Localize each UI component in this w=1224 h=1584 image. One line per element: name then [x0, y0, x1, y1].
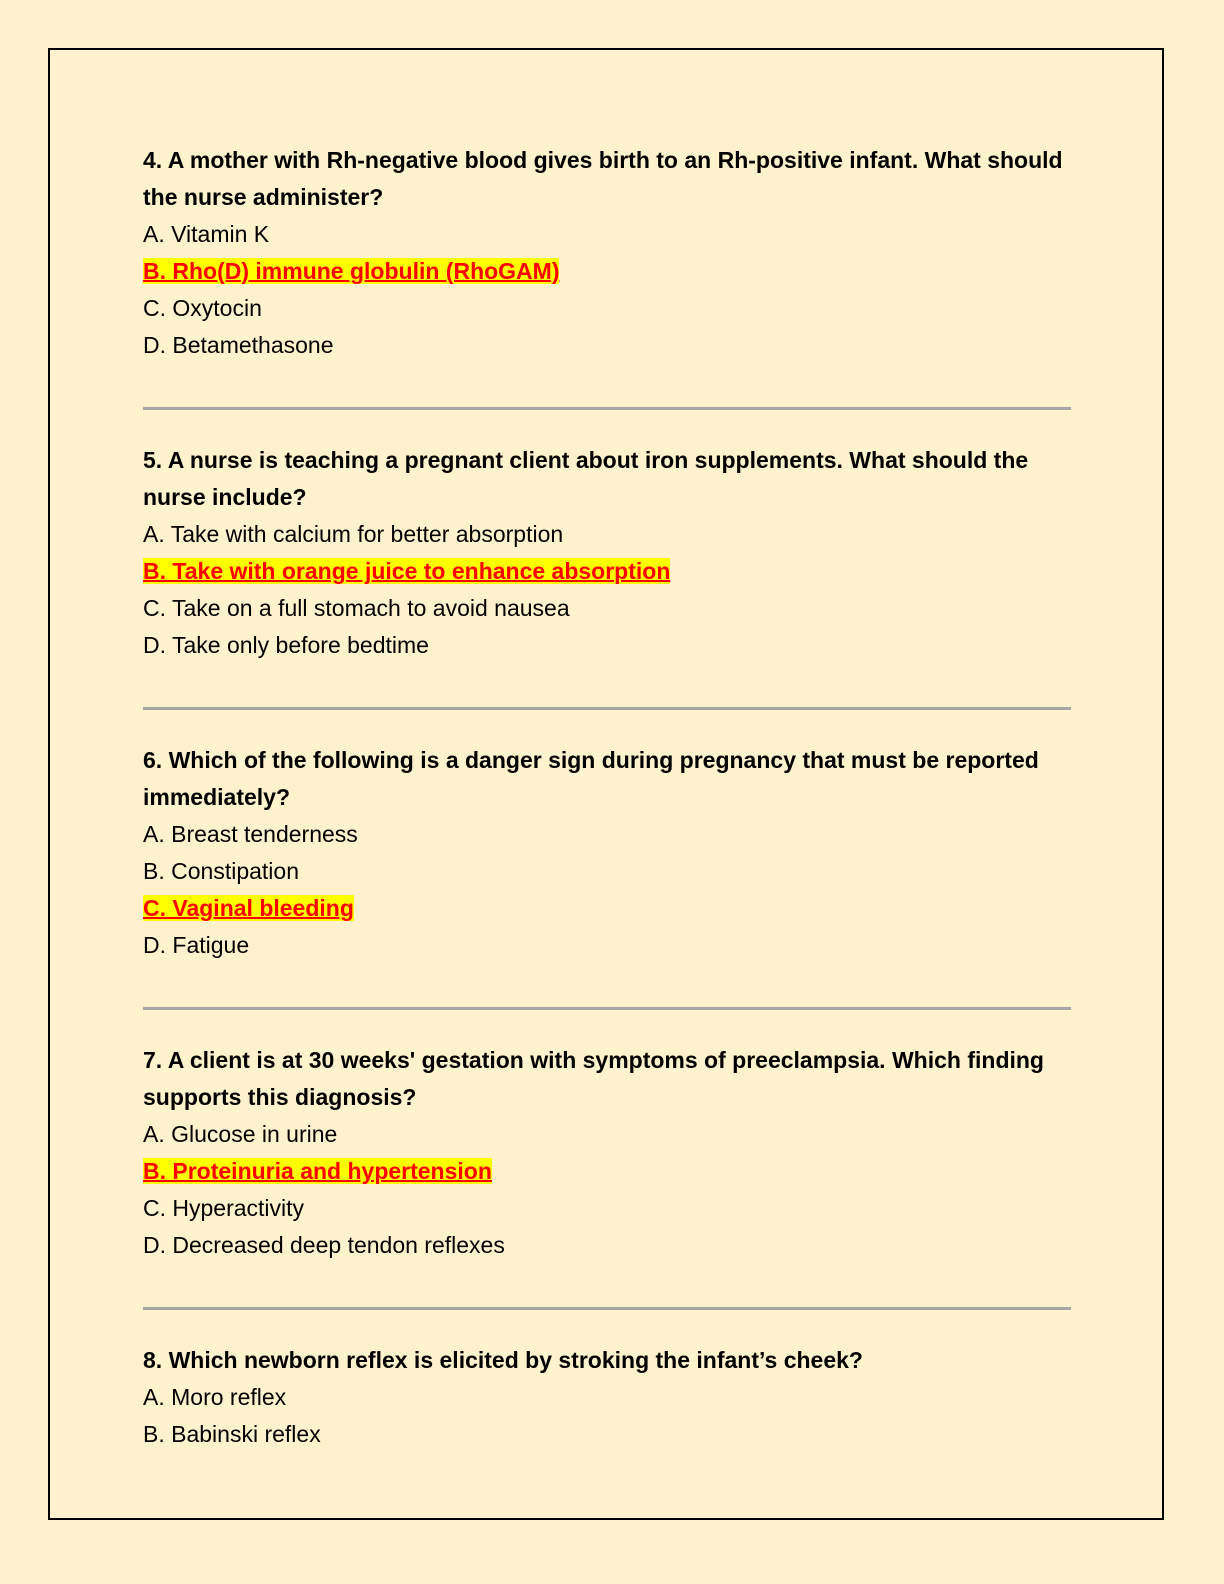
section-divider	[143, 407, 1071, 410]
question-6	[143, 742, 1073, 964]
answer-option-c-correct: C. Vaginal bleeding	[143, 895, 354, 921]
answer-option-d: D. Betamethasone	[143, 332, 334, 358]
answer-option-b-correct: B. Take with orange juice to enhance absorption	[143, 558, 671, 584]
question-5	[143, 442, 1073, 664]
answer-option-a: A. Moro reflex	[143, 1384, 287, 1410]
answer-option-b-correct: B. Proteinuria and hypertension	[143, 1158, 492, 1184]
answer-option-b: B. Constipation	[143, 858, 299, 884]
answer-option-a: A. Glucose in urine	[143, 1121, 338, 1147]
question-8	[143, 1342, 1073, 1453]
question-7	[143, 1042, 1073, 1264]
answer-option-a: A. Vitamin K	[143, 221, 270, 247]
section-divider	[143, 707, 1071, 710]
answer-option-c: C. Take on a full stomach to avoid nausea	[143, 595, 570, 621]
question-4	[143, 142, 1073, 364]
question-list	[143, 142, 1073, 1453]
answer-option-b: B. Babinski reflex	[143, 1421, 321, 1447]
question-prompt: 4. A mother with Rh-negative blood gives birth to an Rh-positive infant. What should the nurse administer?	[143, 147, 1063, 210]
answer-option-d: D. Take only before bedtime	[143, 632, 429, 658]
answer-option-d: D. Decreased deep tendon reflexes	[143, 1232, 505, 1258]
question-prompt: 6. Which of the following is a danger sign during pregnancy that must be reported immediately?	[143, 747, 1039, 810]
question-prompt: 5. A nurse is teaching a pregnant client about iron supplements. What should the nurse include?	[143, 447, 1029, 510]
answer-option-a: A. Take with calcium for better absorption	[143, 521, 564, 547]
section-divider	[143, 1307, 1071, 1310]
section-divider	[143, 1007, 1071, 1010]
answer-option-d: D. Fatigue	[143, 932, 250, 958]
answer-option-c: C. Hyperactivity	[143, 1195, 305, 1221]
question-prompt: 7. A client is at 30 weeks' gestation with symptoms of preeclampsia. Which finding supports this diagnosis?	[143, 1047, 1044, 1110]
question-prompt: 8. Which newborn reflex is elicited by stroking the infant’s cheek?	[143, 1347, 863, 1373]
answer-option-b-correct: B. Rho(D) immune globulin (RhoGAM)	[143, 258, 560, 284]
answer-option-c: C. Oxytocin	[143, 295, 262, 321]
answer-option-a: A. Breast tenderness	[143, 821, 358, 847]
